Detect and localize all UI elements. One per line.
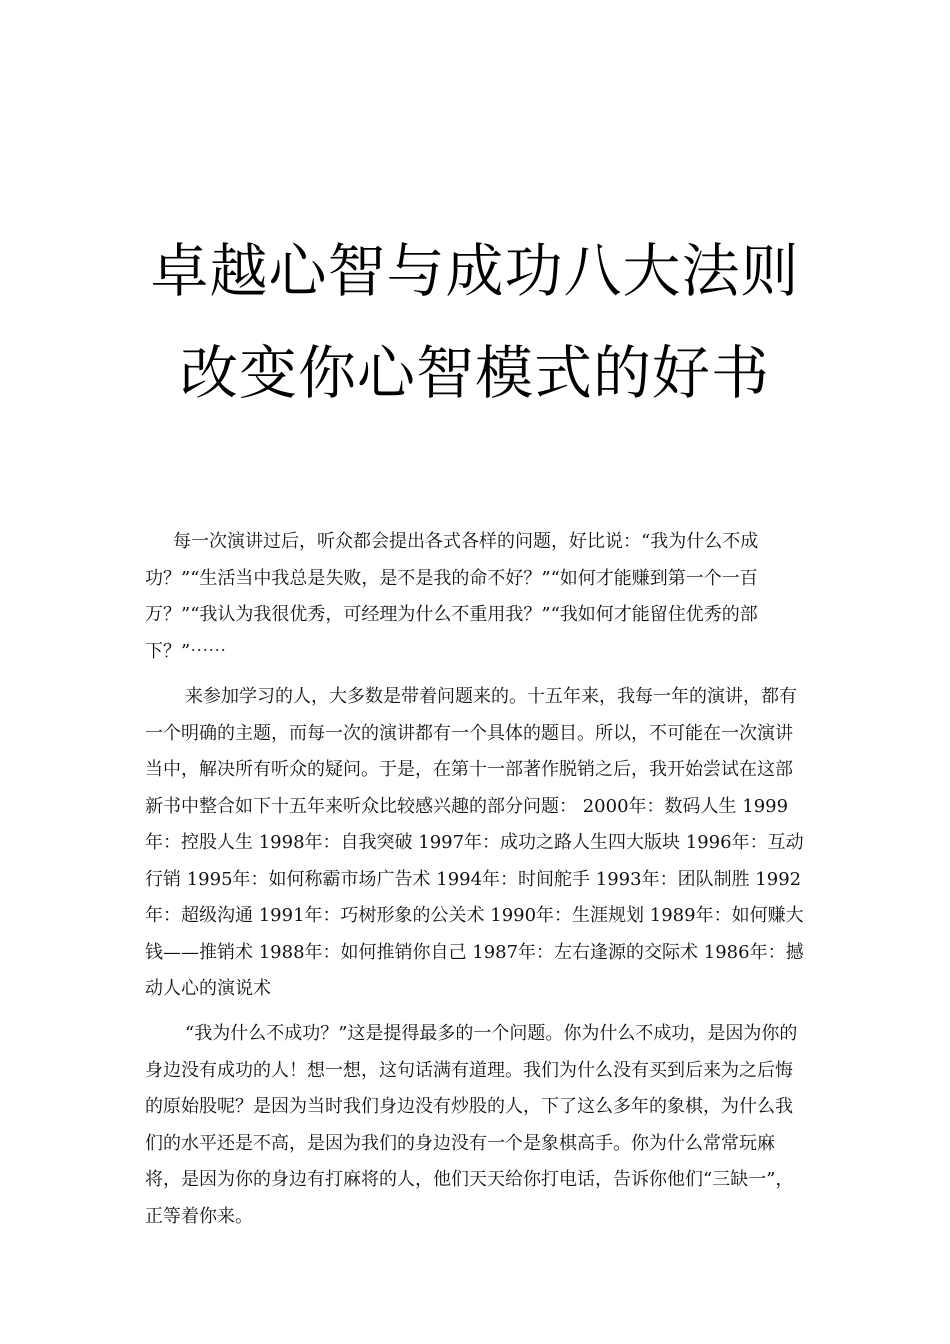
document-title-line-2: 改变你心智模式的好书 xyxy=(179,339,770,407)
paragraph-questions: 每一次演讲过后，听众都会提出各式各样的问题，好比说：“我为什么不成功？”“生活当中我总是失败，是不是我的命不好？”“如何才能赚到第一个一百万？”“我认为我很优秀，可经理为什么不重用我？”“我如何才能留住优秀的部下？”⋯⋯ xyxy=(145,531,759,662)
paragraph-why-not-successful: “我为什么不成功？”这是提得最多的一个问题。你为什么不成功，是因为你的身边没有成功的人！想一想，这句话满有道理。我们为什么没有买到后来为之后悔的原始股呢？是因为当时我们身边没有炒股的人，下了这么多年的象棋，为什么我们的水平还是不高，是因为我们的身边没有一个是象棋高手。你为什么常常玩麻将，是因为你的身边有打麻将的人，他们天天给你打电话，告诉你他们“三缺一”，正等着你来。 xyxy=(145,1023,798,1227)
document-title-line-1: 卓越心智与成功八大法则 xyxy=(150,237,800,305)
paragraph-topics-by-year: 来参加学习的人，大多数是带着问题来的。十五年来，我每一年的演讲，都有一个明确的主题，而每一次的演讲都有一个具体的题目。所以，不可能在一次演讲当中，解决所有听众的疑问。于是，在第十一部著作脱销之后，我开始尝试在这部新书中整合如下十五年来听众比较感兴趣的部分问题： 2000年：数码人生 1999年：控股人生 1998年：自我突破 1997年：成功之路人生四大版块 1996年：互动行销 1995年：如何称霸市场广告术 1994年：时间舵手 1993年：团队制胜 1992年：超级沟通 1991年：巧树形象的公关术 1990年：生涯规划 1989年：如何赚大钱——推销术 1988年：如何推销你自己 1987年：左右逢源的交际术 1986年：撼动人心的演说术 xyxy=(145,686,804,999)
